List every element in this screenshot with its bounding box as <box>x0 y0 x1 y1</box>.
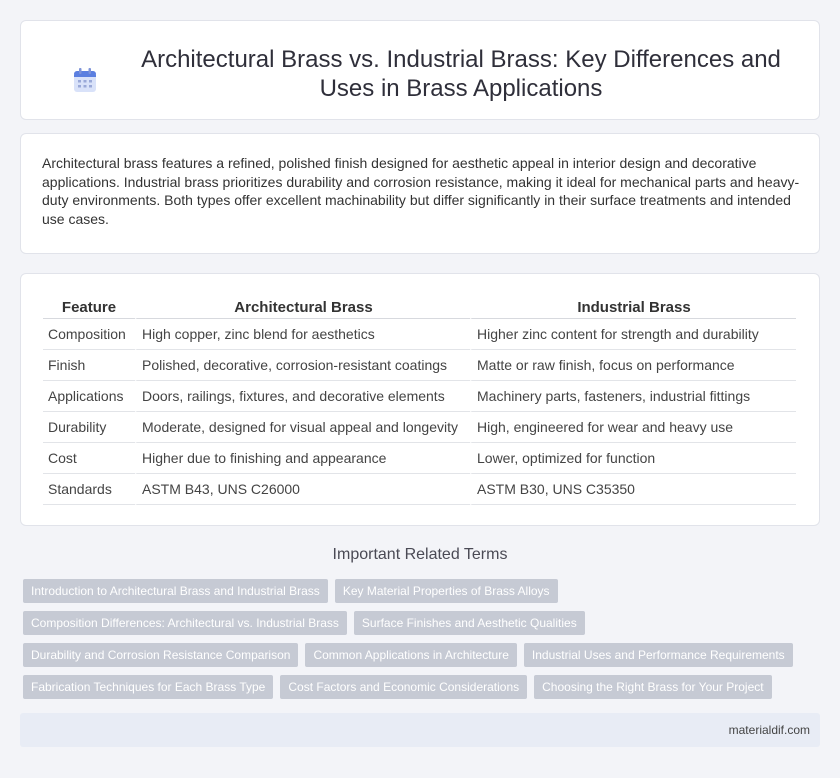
feature-cell: Finish <box>43 350 135 381</box>
tag-row <box>23 675 823 699</box>
tag-row <box>23 643 823 667</box>
table-row <box>43 319 796 350</box>
related-term-link[interactable]: Fabrication Techniques for Each Brass Type <box>23 675 273 699</box>
industrial-cell: High, engineered for wear and heavy use <box>470 412 796 443</box>
industrial-cell: Machinery parts, fasteners, industrial fittings <box>470 381 796 412</box>
related-terms-title: Important Related Terms <box>332 546 508 563</box>
site-name: materialdif.com <box>728 723 810 737</box>
footer-bar <box>20 713 820 747</box>
feature-cell: Cost <box>43 443 135 474</box>
header-feature: Feature <box>43 296 135 319</box>
table-row <box>43 350 796 381</box>
related-term-link[interactable]: Introduction to Architectural Brass and Industrial Brass <box>23 579 328 603</box>
table-row <box>43 443 796 474</box>
intro-paragraph: Architectural brass features a refined, polished finish designed for aesthetic appeal in interior design and decorative applications. Industrial brass prioritizes durability and corrosion resistance, making it ideal for mechanical parts and heavy-duty environments. Both types offer excellent machinability but differ significantly in their surface treatments and intended use cases. <box>42 155 800 227</box>
industrial-cell: Lower, optimized for function <box>470 443 796 474</box>
feature-cell: Composition <box>43 319 135 350</box>
related-term-link[interactable]: Key Material Properties of Brass Alloys <box>335 579 558 603</box>
comparison-table <box>43 296 796 505</box>
table-row <box>43 412 796 443</box>
architectural-cell: High copper, zinc blend for aesthetics <box>135 319 470 350</box>
comparison-card <box>20 273 820 526</box>
related-term-link[interactable]: Common Applications in Architecture <box>305 643 516 667</box>
calendar-icon <box>73 67 97 93</box>
table-header-row <box>43 296 796 319</box>
industrial-cell: ASTM B30, UNS C35350 <box>470 474 796 505</box>
related-terms-list <box>23 579 823 707</box>
feature-cell: Durability <box>43 412 135 443</box>
feature-cell: Standards <box>43 474 135 505</box>
related-term-link[interactable]: Cost Factors and Economic Considerations <box>280 675 527 699</box>
tag-row <box>23 579 823 603</box>
title-card <box>20 20 820 120</box>
table-row <box>43 381 796 412</box>
architectural-cell: Moderate, designed for visual appeal and longevity <box>135 412 470 443</box>
related-term-link[interactable]: Durability and Corrosion Resistance Comparison <box>23 643 298 667</box>
architectural-cell: Doors, railings, fixtures, and decorative elements <box>135 381 470 412</box>
feature-cell: Applications <box>43 381 135 412</box>
tag-row <box>23 611 823 635</box>
related-term-link[interactable]: Surface Finishes and Aesthetic Qualities <box>354 611 585 635</box>
related-term-link[interactable]: Choosing the Right Brass for Your Project <box>534 675 771 699</box>
header-architectural: Architectural Brass <box>135 296 470 319</box>
architectural-cell: Higher due to finishing and appearance <box>135 443 470 474</box>
table-row <box>43 474 796 505</box>
header-industrial: Industrial Brass <box>470 296 796 319</box>
industrial-cell: Higher zinc content for strength and durability <box>470 319 796 350</box>
architectural-cell: Polished, decorative, corrosion-resistant coatings <box>135 350 470 381</box>
related-term-link[interactable]: Industrial Uses and Performance Requirements <box>524 643 793 667</box>
intro-card <box>20 133 820 254</box>
architectural-cell: ASTM B43, UNS C26000 <box>135 474 470 505</box>
related-term-link[interactable]: Composition Differences: Architectural vs. Industrial Brass <box>23 611 347 635</box>
industrial-cell: Matte or raw finish, focus on performance <box>470 350 796 381</box>
page-title: Architectural Brass vs. Industrial Brass: Key Differences and Uses in Brass Applications <box>141 46 781 102</box>
